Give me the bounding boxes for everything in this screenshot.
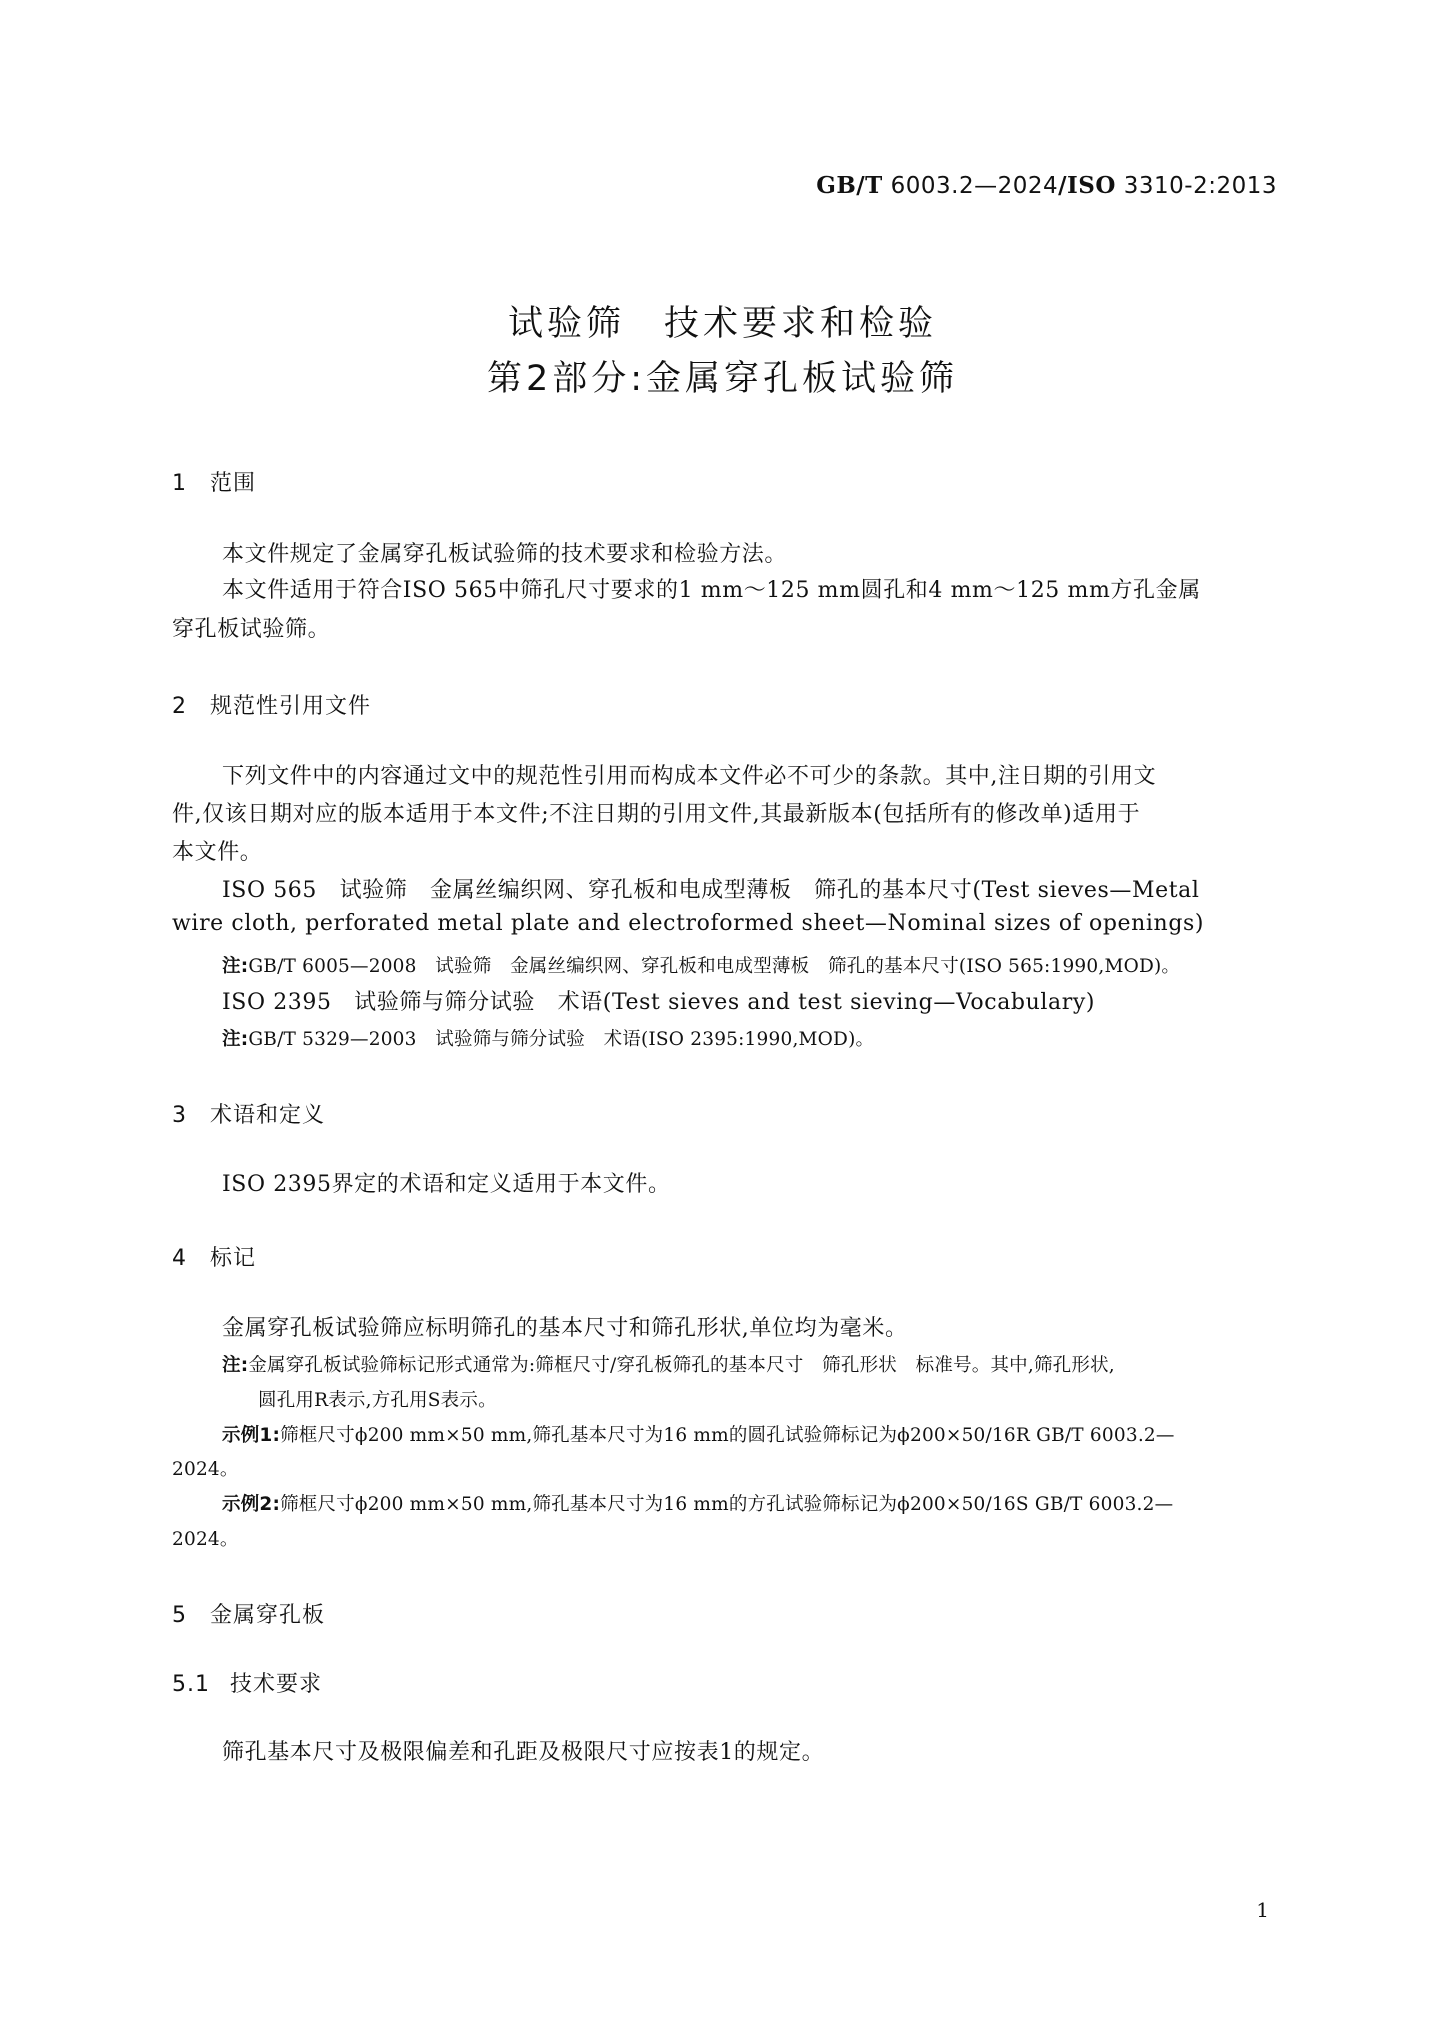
section-title: 规范性引用文件 [210,694,372,719]
section-3-paragraph: ISO 2395界定的术语和定义适用于本文件。 [222,1172,671,1197]
example-text: 筛框尺寸ϕ200 mm×50 mm,筛孔基本尺寸为16 mm的圆孔试验筛标记为ϕ200×50/16R GB/T 6003.2— [280,1425,1175,1446]
reference-iso2395: ISO 2395 试验筛与筛分试验 术语(Test sieves and test sieving—Vocabulary) [222,990,1096,1015]
section-title: 术语和定义 [210,1103,326,1128]
section-1-paragraph-1: 本文件规定了金属穿孔板试验筛的技术要求和检验方法。 [222,542,788,567]
section-4-paragraph: 金属穿孔板试验筛应标明筛孔的基本尺寸和筛孔形状,单位均为毫米。 [222,1316,908,1341]
example-1-line2: 2024。 [172,1459,239,1480]
standard-code-header [816,172,1277,199]
section-number: 5 [172,1603,187,1628]
reference-iso565-line1: ISO 565 试验筛 金属丝编织网、穿孔板和电成型薄板 筛孔的基本尺寸(Test sieves—Metal [222,878,1200,903]
section-4-note-line1 [222,1351,1115,1377]
document-title-line2: 第2部分:金属穿孔板试验筛 [486,359,959,399]
section-number: 5.1 [172,1672,210,1697]
note-label: 注: [222,1355,249,1376]
reference-note-1 [222,952,1180,978]
example-2-line2: 2024。 [172,1529,239,1550]
example-text: 筛框尺寸ϕ200 mm×50 mm,筛孔基本尺寸为16 mm的方孔试验筛标记为ϕ200×50/16S GB/T 6003.2— [280,1494,1174,1515]
section-4-note-line2: 圆孔用R表示,方孔用S表示。 [258,1390,497,1411]
std-separator: / [1058,172,1068,199]
section-2-paragraph-line1: 下列文件中的内容通过文中的规范性引用而构成本文件必不可少的条款。其中,注日期的引用文 [222,764,1157,789]
section-4-heading [172,1241,256,1272]
section-5-1-paragraph: 筛孔基本尺寸及极限偏差和孔距及极限尺寸应按表1的规定。 [222,1740,825,1765]
std-number-iso: 3310-2:2013 [1123,173,1277,199]
section-5-1-heading [172,1667,322,1698]
note-label: 注: [222,1029,249,1050]
reference-note-2 [222,1025,874,1051]
section-1-paragraph-2-line1: 本文件适用于符合ISO 565中筛孔尺寸要求的1 mm～125 mm圆孔和4 mm～125 mm方孔金属 [222,578,1201,603]
section-2-heading [172,689,371,720]
note-text: GB/T 5329—2003 试验筛与筛分试验 术语(ISO 2395:1990,MOD)。 [248,1029,875,1050]
std-code-gbt: GB/T [816,172,883,199]
section-number: 4 [172,1246,187,1271]
section-number: 2 [172,694,187,719]
std-number-gbt: 6003.2—2024 [890,173,1059,199]
section-1-heading [172,466,256,497]
section-3-heading [172,1098,325,1129]
example-2-line1 [222,1490,1173,1516]
section-title: 范围 [210,471,257,496]
example-label: 示例2: [222,1494,281,1515]
section-title: 技术要求 [230,1672,323,1697]
section-number: 1 [172,471,187,496]
example-label: 示例1: [222,1425,281,1446]
section-2-paragraph-line2: 件,仅该日期对应的版本适用于本文件;不注日期的引用文件,其最新版本(包括所有的修改单)适用于 [172,802,1141,827]
note-text: GB/T 6005—2008 试验筛 金属丝编织网、穿孔板和电成型薄板 筛孔的基本尺寸(ISO 565:1990,MOD)。 [248,956,1181,977]
section-1-paragraph-2-line2: 穿孔板试验筛。 [172,617,331,642]
std-code-iso: ISO [1067,172,1116,199]
document-title-line1: 试验筛 技术要求和检验 [507,304,937,344]
page-number: 1 [1256,1898,1269,1922]
section-5-heading [172,1598,325,1629]
section-2-paragraph-line3: 本文件。 [172,840,263,865]
note-label: 注: [222,956,249,977]
note-text: 金属穿孔板试验筛标记形式通常为:筛框尺寸/穿孔板筛孔的基本尺寸 筛孔形状 标准号。其中,筛孔形状, [248,1355,1115,1376]
section-title: 金属穿孔板 [210,1603,326,1628]
section-title: 标记 [210,1246,257,1271]
reference-iso565-line2: wire cloth, perforated metal plate and electroformed sheet—Nominal sizes of openings) [172,911,1205,936]
section-number: 3 [172,1103,187,1128]
example-1-line1 [222,1421,1175,1447]
